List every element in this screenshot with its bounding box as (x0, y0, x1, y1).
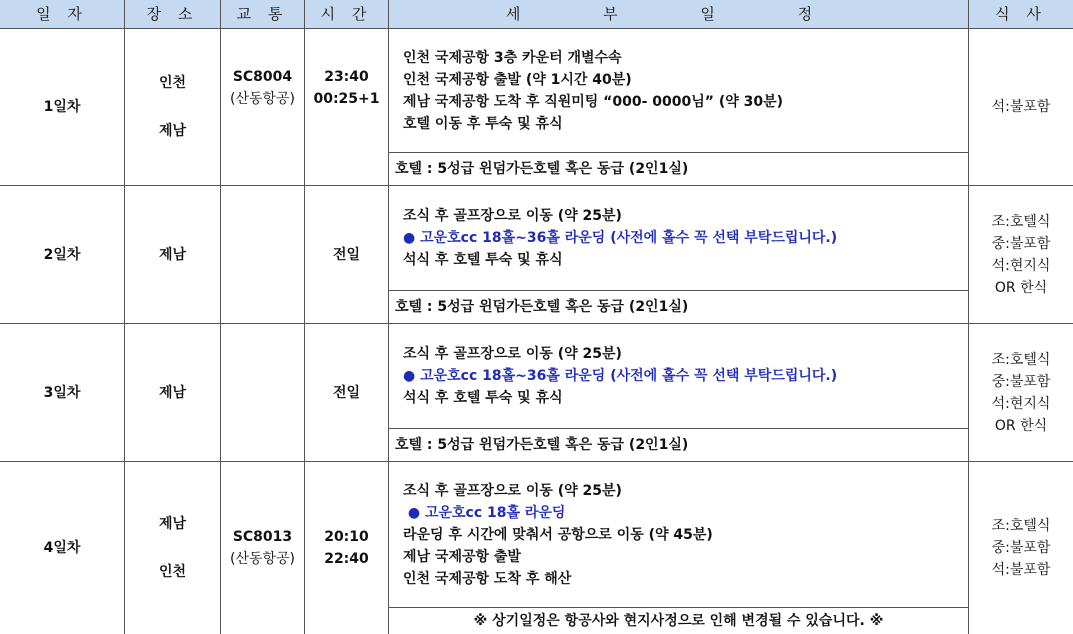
header-place: 장 소 (125, 0, 221, 29)
day-4-meal-dinner: 석:불포함 (991, 562, 1051, 578)
day-2-meal-dinner: 석:현지식 (991, 257, 1051, 274)
day-3-hotel: 호텔 : 5성급 윈덤가든호텔 혹은 동급 (2인1실) (389, 429, 969, 462)
day-2-meal-alt: OR 한식 (994, 279, 1048, 296)
day-4-flight-number: SC8013 (232, 529, 293, 545)
day-3-meals (969, 324, 1073, 462)
day-4-schedule-line: 조식 후 골프장으로 이동 (약 25분) (403, 482, 622, 499)
header-meal: 식 사 (969, 0, 1073, 29)
day-4-departure-time: 20:10 (324, 529, 369, 545)
day-1-place-to: 제남 (158, 123, 187, 139)
day-1-schedule-line: 제남 국제공항 도착 후 직원미팅 “000- 0000님” (약 30분) (403, 93, 784, 110)
header-day: 일 자 (0, 0, 125, 29)
day-4-airline: (산동항공) (229, 551, 296, 567)
day-4-place-from: 제남 (158, 516, 187, 532)
day-4-label: 4일차 (0, 462, 125, 634)
day-2-schedule (389, 186, 969, 291)
day-3-place: 제남 (158, 384, 187, 401)
day-2-transport (221, 186, 305, 324)
day-3-label: 3일차 (0, 324, 125, 462)
day-1-hotel: 호텔 : 5성급 윈덤가든호텔 혹은 동급 (2인1실) (389, 153, 969, 186)
day-4-schedule-line: 제남 국제공항 출발 (403, 548, 521, 565)
day-1-flight-number: SC8004 (232, 69, 293, 85)
day-3-schedule-line: 석식 후 호텔 투숙 및 휴식 (403, 390, 563, 406)
header-transport: 교 통 (221, 0, 305, 29)
day-2-schedule-line: 조식 후 골프장으로 이동 (약 25분) (403, 208, 622, 224)
day-3-meal-lunch: 중:불포함 (991, 373, 1051, 390)
day-4-meals (969, 462, 1073, 634)
day-1-places (125, 29, 221, 186)
day-4-schedule-line: 인천 국제공항 도착 후 해산 (403, 570, 572, 587)
day-2-meal-breakfast: 조:호텔식 (991, 213, 1051, 230)
day-2-label: 2일차 (0, 186, 125, 324)
day-1-arrival-time: 00:25+1 (313, 91, 380, 107)
day-4-places (125, 462, 221, 634)
day-4-schedule-line: 라운딩 후 시간에 맞춰서 공항으로 이동 (약 45분) (403, 526, 713, 543)
day-2-hotel: 호텔 : 5성급 윈덤가든호텔 혹은 동급 (2인1실) (389, 291, 969, 324)
day-2-meal-lunch: 중:불포함 (991, 235, 1051, 252)
day-2-meals (969, 186, 1073, 324)
day-1-meals (969, 29, 1073, 186)
day-2-places (125, 186, 221, 324)
day-4-transport (221, 462, 305, 634)
day-3-schedule (389, 324, 969, 429)
day-4-schedule (389, 462, 969, 608)
day-1-time (305, 29, 389, 186)
day-3-meal-alt: OR 한식 (994, 417, 1048, 434)
day-1-departure-time: 23:40 (324, 69, 369, 85)
day-1-schedule (389, 29, 969, 153)
day-4-time (305, 462, 389, 634)
day-3-time-value: 전일 (332, 384, 361, 401)
day-4-place-to: 인천 (158, 564, 187, 580)
day-4-meal-lunch: 중:불포함 (991, 540, 1051, 556)
day-1-meal-dinner: 석:불포함 (991, 99, 1051, 115)
day-3-transport (221, 324, 305, 462)
schedule-change-note: ※ 상기일정은 항공사와 현지사정으로 인해 변경될 수 있습니다. ※ (389, 608, 969, 634)
day-1-place-from: 인천 (158, 75, 187, 91)
header-time: 시 간 (305, 0, 389, 29)
day-3-schedule-line: 조식 후 골프장으로 이동 (약 25분) (403, 346, 622, 362)
day-1-schedule-line: 호텔 이동 후 투숙 및 휴식 (403, 115, 563, 132)
day-3-golf-round: ● 고운호cc 18홀~36홀 라운딩 (사전에 홀수 꼭 선택 부탁드립니다.) (403, 368, 838, 384)
day-3-meal-dinner: 석:현지식 (991, 395, 1051, 412)
day-3-meal-breakfast: 조:호텔식 (991, 351, 1051, 368)
day-1-schedule-line: 인천 국제공항 3층 카운터 개별수속 (403, 49, 622, 66)
day-4-golf-round: ● 고운호cc 18홀 라운딩 (403, 504, 566, 521)
header-schedule: 세 부 일 정 (389, 0, 969, 29)
day-2-schedule-line: 석식 후 호텔 투숙 및 휴식 (403, 252, 563, 268)
day-1-label: 1일차 (0, 29, 125, 186)
day-1-schedule-line: 인천 국제공항 출발 (약 1시간 40분) (403, 71, 632, 88)
day-2-place: 제남 (158, 246, 187, 263)
day-2-time (305, 186, 389, 324)
day-4-arrival-time: 22:40 (324, 551, 369, 567)
day-2-time-value: 전일 (332, 246, 361, 263)
day-3-places (125, 324, 221, 462)
day-1-airline: (산동항공) (229, 91, 296, 107)
day-2-golf-round: ● 고운호cc 18홀~36홀 라운딩 (사전에 홀수 꼭 선택 부탁드립니다.) (403, 230, 838, 246)
day-3-time (305, 324, 389, 462)
day-1-transport (221, 29, 305, 186)
day-4-meal-breakfast: 조:호텔식 (991, 518, 1051, 534)
